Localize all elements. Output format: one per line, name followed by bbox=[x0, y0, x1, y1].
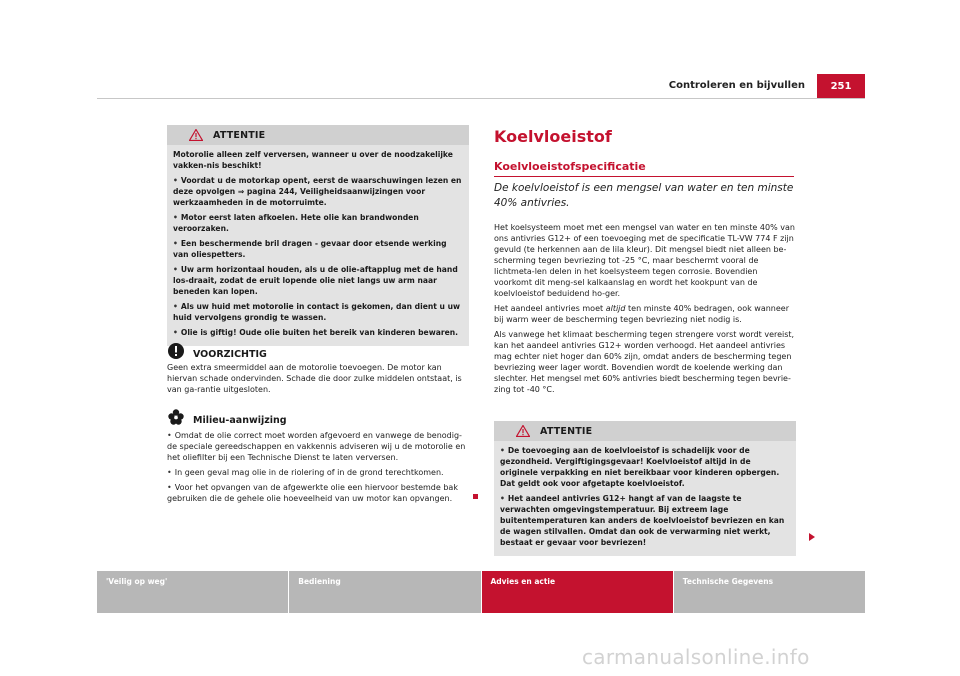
warning-bullet: • Motor eerst laten afkoelen. Hete olie kan brandwonden veroorzaken. bbox=[173, 213, 419, 233]
warning-header bbox=[494, 421, 796, 441]
section-heading-koelvloeistof: Koelvloeistof bbox=[494, 127, 612, 146]
watermark: carmanualsonline.info bbox=[582, 645, 810, 669]
coolant-body bbox=[494, 222, 796, 399]
environment-title: Milieu-aanwijzing bbox=[193, 415, 287, 426]
warning-bullet: • Olie is giftig! Oude olie buiten het bereik van kinderen bewaren. bbox=[173, 328, 459, 337]
environment-bullet: • In geen geval mag olie in de riolering of in de grond terechtkomen. bbox=[167, 468, 444, 477]
warning-bullet: • Uw arm horizontaal houden, als u de olie-aftapplug met de hand los-draait, zodat de eruit lopende olie niet langs uw arm naar beneden kan lopen. bbox=[173, 265, 458, 296]
paragraph-climate: Als vanwege het klimaat bescherming tegen strengere vorst wordt vereist, kan het aandeel antivries G12+ worden verhoogd. Het aandeel antivries mag echter niet hoger dan 60% zijn, omdat anders de bescherming tegen bevriezing weer lager wordt. Bovendien wordt de koelende werking dan slechter. Het mengsel met 60% antivries biedt bescherming tegen bevrie-zing tot -40 °C. bbox=[494, 330, 795, 394]
warning-title: ATTENTIE bbox=[213, 129, 266, 141]
flower-leaf-icon bbox=[167, 408, 185, 426]
warning-bullet: • Een beschermende bril dragen - gevaar door etsende werking van oliespetters. bbox=[173, 239, 447, 259]
paragraph-share: Het aandeel antivries moet altijd ten minste 40% bedragen, ook wanneer bij warm weer de bescherming tegen bevriezing niet nodig is. bbox=[494, 304, 789, 324]
caution-exclamation-icon bbox=[167, 342, 185, 360]
warning-triangle-icon bbox=[516, 425, 530, 437]
environment-bullet: • Omdat de olie correct moet worden afgevoerd en vanwege de benodig-de speciale gereedschappen en vakkennis adviseren wij u de motorolie en het oliefilter bij een Technische Dienst te laten verversen. bbox=[167, 431, 466, 462]
warning-header bbox=[167, 125, 469, 145]
caution-section bbox=[167, 341, 469, 395]
nav-tab-bediening[interactable]: Bediening bbox=[289, 571, 481, 613]
subsection-heading: Koelvloeistofspecificatie bbox=[494, 160, 646, 173]
warning-bullet: • De toevoeging aan de koelvloeistof is schadelijk voor de gezondheid. Vergiftigingsgevaar! Koelvloeistof altijd in de originele verpakking en niet bereikbaar voor kinderen opbergen. Dat geldt ook voor afgetapte koelvloeistof. bbox=[500, 446, 780, 488]
coolant-warning-box bbox=[494, 421, 796, 556]
nav-tab-technische-gegevens[interactable]: Technische Gegevens bbox=[674, 571, 865, 613]
end-of-section-marker bbox=[473, 494, 478, 499]
nav-tab-veilig-op-weg[interactable]: 'Veilig op weg' bbox=[97, 571, 289, 613]
caution-text: Geen extra smeermiddel aan de motorolie toevoegen. De motor kan hiervan schade ondervinden. Schade die door zulke middelen ontstaat, is van ga-rantie uitgesloten. bbox=[167, 363, 462, 394]
lead-paragraph: De koelvloeistof is een mengsel van water en ten minste 40% antivries. bbox=[494, 182, 794, 209]
warning-bullet: • Als uw huid met motorolie in contact is gekomen, dan dient u uw huid vervolgens grondig te wassen. bbox=[173, 302, 461, 322]
paragraph-mixture: Het koelsysteem moet met een mengsel van water en ten minste 40% van ons antivries G12+ of een toevoeging met de specificatie TL-VW 774 F zijn gevuld (te herkennen aan de lila kleur). Dit mengsel biedt niet alleen be-scherming tegen bevriezing tot -25 °C, maar beschermt vooral de lichtmeta-len delen in het koelsysteem tegen corrosie. Bovendien voorkomt dit meng-sel kalkaanslag en wordt het kookpunt van de koelvloeistof beduidend ho-ger. bbox=[494, 223, 795, 298]
caution-heading bbox=[167, 341, 469, 360]
oil-warning-box bbox=[167, 125, 469, 346]
header-divider bbox=[97, 98, 865, 99]
environment-heading bbox=[167, 407, 469, 426]
footer-nav bbox=[97, 571, 865, 613]
caution-title: VOORZICHTIG bbox=[193, 349, 267, 360]
warning-bullet: • Het aandeel antivries G12+ hangt af van de laagste te verwachten omgevingstemperatuur. Bij extreem lage buitentemperaturen kan anders de koelvloeistof bevriezen en kan de wagen stilvallen. Omdat dan ook de verwarming niet werkt, bestaat er gevaar voor bevriezen! bbox=[500, 494, 785, 547]
warning-intro: Motorolie alleen zelf verversen, wanneer u over de noodzakelijke vakken-nis beschikt! bbox=[173, 150, 453, 170]
continue-arrow-icon[interactable] bbox=[809, 533, 815, 541]
environment-section bbox=[167, 407, 469, 508]
environment-bullet: • Voor het opvangen van de afgewerkte olie een hiervoor bestemde bak gebruiken die de gehele olie hoeveelheid van uw motor kan opvangen. bbox=[167, 483, 458, 503]
warning-triangle-icon bbox=[189, 129, 203, 141]
nav-tab-advies-en-actie[interactable]: Advies en actie bbox=[482, 571, 674, 613]
page-number: 251 bbox=[817, 74, 865, 98]
subsection-rule bbox=[494, 176, 794, 177]
warning-bullet: • Voordat u de motorkap opent, eerst de waarschuwingen lezen en deze opvolgen ⇒ pagina 244, Veiligheidsaanwijzingen voor werkzaamheden in de motorruimte. bbox=[173, 176, 462, 207]
warning-title: ATTENTIE bbox=[540, 425, 593, 437]
page-header-title: Controleren en bijvullen bbox=[668, 80, 805, 91]
